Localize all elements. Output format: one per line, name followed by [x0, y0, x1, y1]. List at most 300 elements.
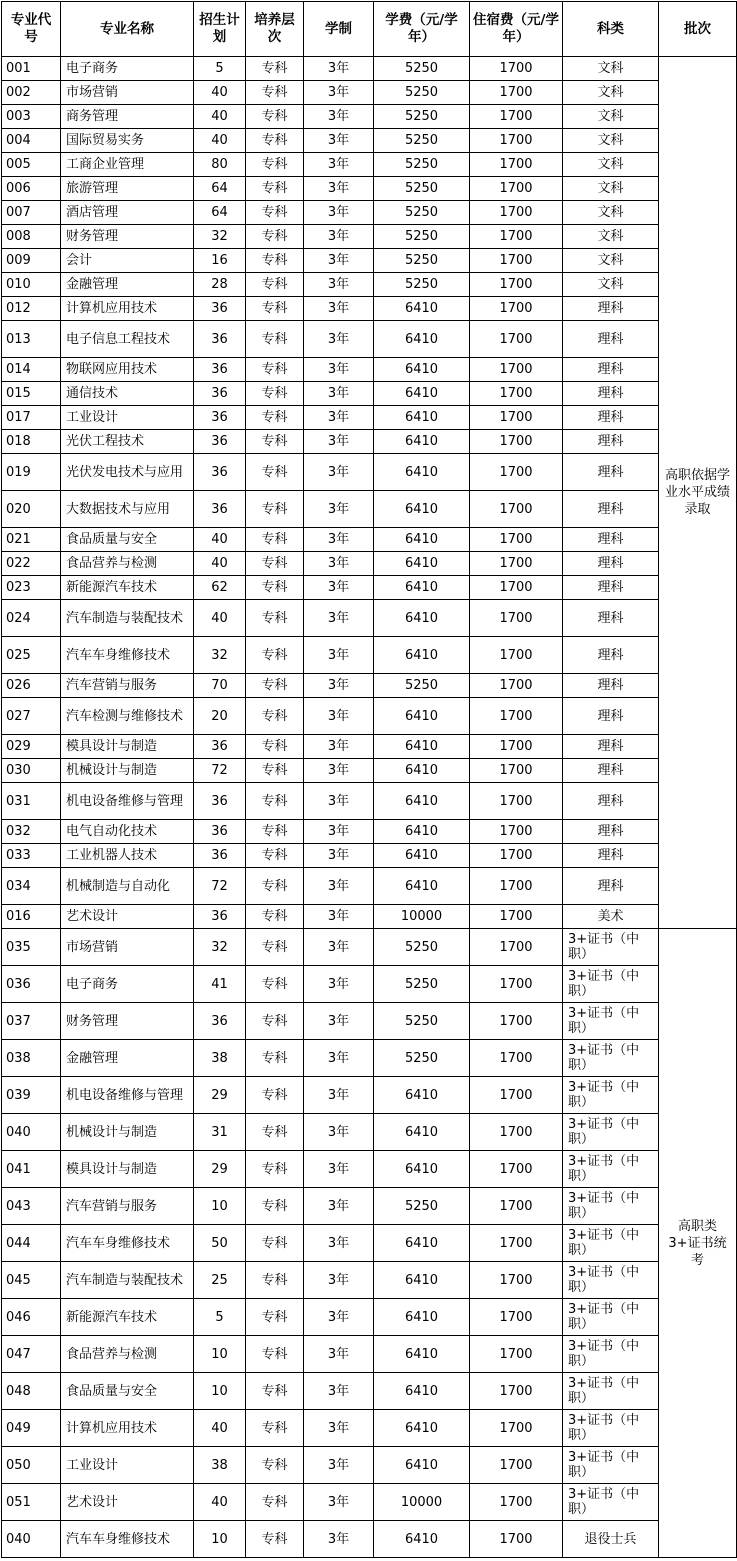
cell-duration: 3年 — [304, 81, 374, 105]
cell-level: 专科 — [246, 966, 304, 1003]
cell-level: 专科 — [246, 430, 304, 454]
cell-duration: 3年 — [304, 698, 374, 735]
cell-plan: 32 — [194, 637, 246, 674]
cell-tuition: 6410 — [374, 1114, 470, 1151]
cell-code: 040 — [2, 1114, 61, 1151]
cell-duration: 3年 — [304, 430, 374, 454]
cell-dorm: 1700 — [470, 783, 563, 820]
cell-tuition: 6410 — [374, 297, 470, 321]
table-row — [2, 382, 737, 406]
cell-name: 机电设备维修与管理 — [61, 1077, 194, 1114]
cell-name: 新能源汽车技术 — [61, 576, 194, 600]
table-row — [2, 759, 737, 783]
cell-plan: 28 — [194, 273, 246, 297]
cell-code: 032 — [2, 820, 61, 844]
cell-level: 专科 — [246, 81, 304, 105]
cell-category: 理科 — [563, 528, 659, 552]
cell-code: 036 — [2, 966, 61, 1003]
cell-category: 文科 — [563, 201, 659, 225]
cell-tuition: 5250 — [374, 57, 470, 81]
cell-dorm: 1700 — [470, 454, 563, 491]
cell-duration: 3年 — [304, 637, 374, 674]
table-row — [2, 783, 737, 820]
cell-plan: 36 — [194, 358, 246, 382]
cell-level: 专科 — [246, 576, 304, 600]
cell-plan: 40 — [194, 129, 246, 153]
table-row — [2, 1188, 737, 1225]
cell-plan: 36 — [194, 297, 246, 321]
cell-code: 043 — [2, 1188, 61, 1225]
cell-level: 专科 — [246, 1225, 304, 1262]
cell-code: 009 — [2, 249, 61, 273]
cell-name: 工业设计 — [61, 1447, 194, 1484]
cell-category: 理科 — [563, 454, 659, 491]
cell-code: 037 — [2, 1003, 61, 1040]
cell-code: 015 — [2, 382, 61, 406]
cell-level: 专科 — [246, 1373, 304, 1410]
cell-category: 3+证书（中职） — [563, 1373, 659, 1410]
cell-code: 019 — [2, 454, 61, 491]
cell-code: 025 — [2, 637, 61, 674]
cell-dorm: 1700 — [470, 552, 563, 576]
cell-duration: 3年 — [304, 528, 374, 552]
cell-plan: 31 — [194, 1114, 246, 1151]
cell-code: 046 — [2, 1299, 61, 1336]
table-row — [2, 929, 737, 966]
table-row — [2, 177, 737, 201]
cell-name: 机械设计与制造 — [61, 1114, 194, 1151]
cell-plan: 72 — [194, 759, 246, 783]
cell-duration: 3年 — [304, 1447, 374, 1484]
cell-tuition: 5250 — [374, 201, 470, 225]
cell-name: 电子商务 — [61, 57, 194, 81]
table-row — [2, 637, 737, 674]
cell-plan: 40 — [194, 528, 246, 552]
table-row — [2, 225, 737, 249]
cell-dorm: 1700 — [470, 528, 563, 552]
cell-level: 专科 — [246, 1151, 304, 1188]
cell-category: 3+证书（中职） — [563, 1447, 659, 1484]
table-row — [2, 491, 737, 528]
cell-level: 专科 — [246, 929, 304, 966]
cell-dorm: 1700 — [470, 177, 563, 201]
cell-category: 理科 — [563, 576, 659, 600]
cell-duration: 3年 — [304, 600, 374, 637]
cell-tuition: 6410 — [374, 454, 470, 491]
cell-tuition: 5250 — [374, 1040, 470, 1077]
cell-code: 001 — [2, 57, 61, 81]
cell-name: 食品质量与安全 — [61, 1373, 194, 1410]
cell-tuition: 5250 — [374, 153, 470, 177]
cell-code: 040 — [2, 1521, 61, 1558]
cell-code: 039 — [2, 1077, 61, 1114]
cell-duration: 3年 — [304, 249, 374, 273]
cell-level: 专科 — [246, 1262, 304, 1299]
cell-name: 机械设计与制造 — [61, 759, 194, 783]
cell-plan: 10 — [194, 1188, 246, 1225]
cell-category: 理科 — [563, 674, 659, 698]
cell-level: 专科 — [246, 249, 304, 273]
cell-duration: 3年 — [304, 1188, 374, 1225]
cell-code: 010 — [2, 273, 61, 297]
cell-category: 理科 — [563, 491, 659, 528]
cell-level: 专科 — [246, 552, 304, 576]
cell-duration: 3年 — [304, 321, 374, 358]
cell-name: 汽车营销与服务 — [61, 1188, 194, 1225]
table-row — [2, 1225, 737, 1262]
cell-category: 理科 — [563, 600, 659, 637]
cell-dorm: 1700 — [470, 929, 563, 966]
cell-tuition: 6410 — [374, 528, 470, 552]
cell-dorm: 1700 — [470, 57, 563, 81]
cell-name: 艺术设计 — [61, 905, 194, 929]
cell-duration: 3年 — [304, 576, 374, 600]
cell-duration: 3年 — [304, 358, 374, 382]
cell-level: 专科 — [246, 273, 304, 297]
cell-plan: 16 — [194, 249, 246, 273]
cell-code: 051 — [2, 1484, 61, 1521]
cell-level: 专科 — [246, 321, 304, 358]
cell-tuition: 5250 — [374, 966, 470, 1003]
cell-name: 汽车制造与装配技术 — [61, 600, 194, 637]
table-row — [2, 1484, 737, 1521]
cell-name: 会计 — [61, 249, 194, 273]
cell-code: 021 — [2, 528, 61, 552]
cell-dorm: 1700 — [470, 844, 563, 868]
cell-dorm: 1700 — [470, 1151, 563, 1188]
cell-code: 035 — [2, 929, 61, 966]
cell-dorm: 1700 — [470, 153, 563, 177]
cell-tuition: 6410 — [374, 1151, 470, 1188]
cell-tuition: 6410 — [374, 868, 470, 905]
table-row — [2, 1521, 737, 1558]
cell-tuition: 10000 — [374, 1484, 470, 1521]
cell-batch: 高职依据学业水平成绩录取 — [659, 57, 737, 929]
cell-level: 专科 — [246, 674, 304, 698]
cell-plan: 36 — [194, 430, 246, 454]
table-row — [2, 1077, 737, 1114]
cell-tuition: 5250 — [374, 674, 470, 698]
cell-level: 专科 — [246, 1410, 304, 1447]
cell-dorm: 1700 — [470, 820, 563, 844]
cell-tuition: 5250 — [374, 929, 470, 966]
cell-tuition: 10000 — [374, 905, 470, 929]
header-batch: 批次 — [659, 2, 737, 57]
cell-dorm: 1700 — [470, 1077, 563, 1114]
cell-plan: 36 — [194, 321, 246, 358]
cell-plan: 25 — [194, 1262, 246, 1299]
table-row — [2, 358, 737, 382]
cell-code: 049 — [2, 1410, 61, 1447]
cell-name: 旅游管理 — [61, 177, 194, 201]
cell-level: 专科 — [246, 735, 304, 759]
cell-level: 专科 — [246, 1336, 304, 1373]
cell-tuition: 6410 — [374, 1225, 470, 1262]
cell-name: 酒店管理 — [61, 201, 194, 225]
cell-category: 3+证书（中职） — [563, 1484, 659, 1521]
cell-plan: 29 — [194, 1151, 246, 1188]
cell-dorm: 1700 — [470, 637, 563, 674]
cell-plan: 36 — [194, 783, 246, 820]
table-row — [2, 1336, 737, 1373]
cell-category: 理科 — [563, 552, 659, 576]
cell-level: 专科 — [246, 905, 304, 929]
table-row — [2, 406, 737, 430]
cell-dorm: 1700 — [470, 1299, 563, 1336]
cell-dorm: 1700 — [470, 1410, 563, 1447]
cell-plan: 36 — [194, 820, 246, 844]
cell-category: 理科 — [563, 297, 659, 321]
table-row — [2, 454, 737, 491]
cell-level: 专科 — [246, 528, 304, 552]
cell-tuition: 6410 — [374, 1299, 470, 1336]
cell-category: 3+证书（中职） — [563, 1336, 659, 1373]
cell-code: 006 — [2, 177, 61, 201]
cell-level: 专科 — [246, 1447, 304, 1484]
cell-plan: 40 — [194, 1410, 246, 1447]
cell-dorm: 1700 — [470, 1373, 563, 1410]
cell-name: 市场营销 — [61, 81, 194, 105]
cell-name: 新能源汽车技术 — [61, 1299, 194, 1336]
cell-tuition: 6410 — [374, 430, 470, 454]
cell-category: 3+证书（中职） — [563, 1040, 659, 1077]
cell-duration: 3年 — [304, 297, 374, 321]
cell-tuition: 6410 — [374, 491, 470, 528]
cell-tuition: 5250 — [374, 225, 470, 249]
cell-duration: 3年 — [304, 1410, 374, 1447]
cell-category: 3+证书（中职） — [563, 966, 659, 1003]
cell-code: 002 — [2, 81, 61, 105]
cell-name: 汽车车身维修技术 — [61, 637, 194, 674]
cell-dorm: 1700 — [470, 1003, 563, 1040]
table-row — [2, 297, 737, 321]
cell-code: 031 — [2, 783, 61, 820]
cell-level: 专科 — [246, 1521, 304, 1558]
table-row — [2, 105, 737, 129]
cell-dorm: 1700 — [470, 406, 563, 430]
cell-category: 文科 — [563, 57, 659, 81]
cell-name: 大数据技术与应用 — [61, 491, 194, 528]
table-row — [2, 153, 737, 177]
cell-duration: 3年 — [304, 129, 374, 153]
cell-category: 理科 — [563, 430, 659, 454]
cell-dorm: 1700 — [470, 321, 563, 358]
table-row — [2, 430, 737, 454]
cell-duration: 3年 — [304, 905, 374, 929]
cell-tuition: 6410 — [374, 1373, 470, 1410]
header-dorm: 住宿费（元/学年） — [470, 2, 563, 57]
cell-duration: 3年 — [304, 201, 374, 225]
header-name: 专业名称 — [61, 2, 194, 57]
cell-name: 模具设计与制造 — [61, 1151, 194, 1188]
cell-category: 3+证书（中职） — [563, 1225, 659, 1262]
cell-plan: 62 — [194, 576, 246, 600]
header-row — [2, 2, 737, 57]
cell-tuition: 6410 — [374, 735, 470, 759]
cell-tuition: 5250 — [374, 177, 470, 201]
table-row — [2, 321, 737, 358]
cell-code: 018 — [2, 430, 61, 454]
cell-name: 汽车车身维修技术 — [61, 1521, 194, 1558]
cell-dorm: 1700 — [470, 382, 563, 406]
cell-name: 计算机应用技术 — [61, 297, 194, 321]
table-row — [2, 528, 737, 552]
cell-level: 专科 — [246, 1003, 304, 1040]
cell-code: 017 — [2, 406, 61, 430]
cell-dorm: 1700 — [470, 1262, 563, 1299]
cell-category: 理科 — [563, 759, 659, 783]
cell-name: 汽车车身维修技术 — [61, 1225, 194, 1262]
cell-category: 理科 — [563, 735, 659, 759]
cell-name: 汽车营销与服务 — [61, 674, 194, 698]
cell-code: 012 — [2, 297, 61, 321]
cell-dorm: 1700 — [470, 868, 563, 905]
cell-code: 045 — [2, 1262, 61, 1299]
cell-level: 专科 — [246, 1040, 304, 1077]
cell-category: 3+证书（中职） — [563, 1114, 659, 1151]
cell-code: 044 — [2, 1225, 61, 1262]
cell-duration: 3年 — [304, 674, 374, 698]
cell-dorm: 1700 — [470, 201, 563, 225]
cell-tuition: 6410 — [374, 1447, 470, 1484]
table-row — [2, 1114, 737, 1151]
cell-name: 工业设计 — [61, 406, 194, 430]
cell-code: 016 — [2, 905, 61, 929]
cell-level: 专科 — [246, 868, 304, 905]
cell-name: 机电设备维修与管理 — [61, 783, 194, 820]
table-row — [2, 844, 737, 868]
cell-tuition: 6410 — [374, 1336, 470, 1373]
cell-name: 食品营养与检测 — [61, 552, 194, 576]
cell-level: 专科 — [246, 105, 304, 129]
cell-code: 008 — [2, 225, 61, 249]
cell-name: 光伏工程技术 — [61, 430, 194, 454]
cell-dorm: 1700 — [470, 698, 563, 735]
cell-level: 专科 — [246, 153, 304, 177]
cell-code: 003 — [2, 105, 61, 129]
cell-duration: 3年 — [304, 759, 374, 783]
cell-batch: 高职类3+证书统考 — [659, 929, 737, 1558]
cell-dorm: 1700 — [470, 600, 563, 637]
cell-plan: 38 — [194, 1040, 246, 1077]
cell-name: 食品质量与安全 — [61, 528, 194, 552]
cell-dorm: 1700 — [470, 129, 563, 153]
cell-name: 艺术设计 — [61, 1484, 194, 1521]
cell-level: 专科 — [246, 783, 304, 820]
cell-dorm: 1700 — [470, 1225, 563, 1262]
table-row — [2, 1299, 737, 1336]
cell-plan: 5 — [194, 57, 246, 81]
cell-level: 专科 — [246, 177, 304, 201]
cell-name: 市场营销 — [61, 929, 194, 966]
table-row — [2, 1151, 737, 1188]
cell-tuition: 6410 — [374, 358, 470, 382]
cell-level: 专科 — [246, 600, 304, 637]
cell-plan: 50 — [194, 1225, 246, 1262]
cell-code: 047 — [2, 1336, 61, 1373]
header-code: 专业代号 — [2, 2, 61, 57]
cell-dorm: 1700 — [470, 491, 563, 528]
cell-tuition: 6410 — [374, 820, 470, 844]
cell-name: 通信技术 — [61, 382, 194, 406]
cell-category: 文科 — [563, 177, 659, 201]
cell-level: 专科 — [246, 844, 304, 868]
cell-plan: 5 — [194, 1299, 246, 1336]
cell-plan: 70 — [194, 674, 246, 698]
cell-duration: 3年 — [304, 1373, 374, 1410]
cell-level: 专科 — [246, 1484, 304, 1521]
cell-plan: 40 — [194, 552, 246, 576]
cell-category: 美术 — [563, 905, 659, 929]
cell-level: 专科 — [246, 358, 304, 382]
cell-level: 专科 — [246, 759, 304, 783]
cell-dorm: 1700 — [470, 1040, 563, 1077]
cell-category: 理科 — [563, 321, 659, 358]
cell-duration: 3年 — [304, 844, 374, 868]
cell-code: 013 — [2, 321, 61, 358]
cell-dorm: 1700 — [470, 358, 563, 382]
cell-code: 004 — [2, 129, 61, 153]
cell-tuition: 6410 — [374, 576, 470, 600]
cell-code: 020 — [2, 491, 61, 528]
cell-plan: 40 — [194, 81, 246, 105]
cell-level: 专科 — [246, 1114, 304, 1151]
cell-tuition: 6410 — [374, 321, 470, 358]
cell-duration: 3年 — [304, 1003, 374, 1040]
cell-duration: 3年 — [304, 868, 374, 905]
cell-tuition: 6410 — [374, 600, 470, 637]
cell-code: 005 — [2, 153, 61, 177]
cell-dorm: 1700 — [470, 966, 563, 1003]
cell-duration: 3年 — [304, 929, 374, 966]
cell-duration: 3年 — [304, 1336, 374, 1373]
table-row — [2, 966, 737, 1003]
cell-category: 文科 — [563, 105, 659, 129]
cell-tuition: 5250 — [374, 249, 470, 273]
table-row — [2, 600, 737, 637]
cell-level: 专科 — [246, 57, 304, 81]
cell-duration: 3年 — [304, 382, 374, 406]
cell-plan: 29 — [194, 1077, 246, 1114]
cell-plan: 40 — [194, 1484, 246, 1521]
cell-dorm: 1700 — [470, 1188, 563, 1225]
cell-level: 专科 — [246, 454, 304, 491]
cell-category: 文科 — [563, 81, 659, 105]
cell-duration: 3年 — [304, 1225, 374, 1262]
cell-duration: 3年 — [304, 1521, 374, 1558]
cell-category: 理科 — [563, 868, 659, 905]
cell-name: 财务管理 — [61, 225, 194, 249]
cell-duration: 3年 — [304, 783, 374, 820]
cell-dorm: 1700 — [470, 105, 563, 129]
header-plan: 招生计划 — [194, 2, 246, 57]
cell-duration: 3年 — [304, 153, 374, 177]
table-row — [2, 1447, 737, 1484]
cell-dorm: 1700 — [470, 674, 563, 698]
cell-name: 国际贸易实务 — [61, 129, 194, 153]
cell-code: 033 — [2, 844, 61, 868]
cell-name: 模具设计与制造 — [61, 735, 194, 759]
cell-plan: 72 — [194, 868, 246, 905]
table-row — [2, 1262, 737, 1299]
cell-plan: 10 — [194, 1521, 246, 1558]
cell-code: 022 — [2, 552, 61, 576]
cell-dorm: 1700 — [470, 735, 563, 759]
table-row — [2, 81, 737, 105]
cell-code: 034 — [2, 868, 61, 905]
cell-name: 光伏发电技术与应用 — [61, 454, 194, 491]
cell-tuition: 6410 — [374, 382, 470, 406]
